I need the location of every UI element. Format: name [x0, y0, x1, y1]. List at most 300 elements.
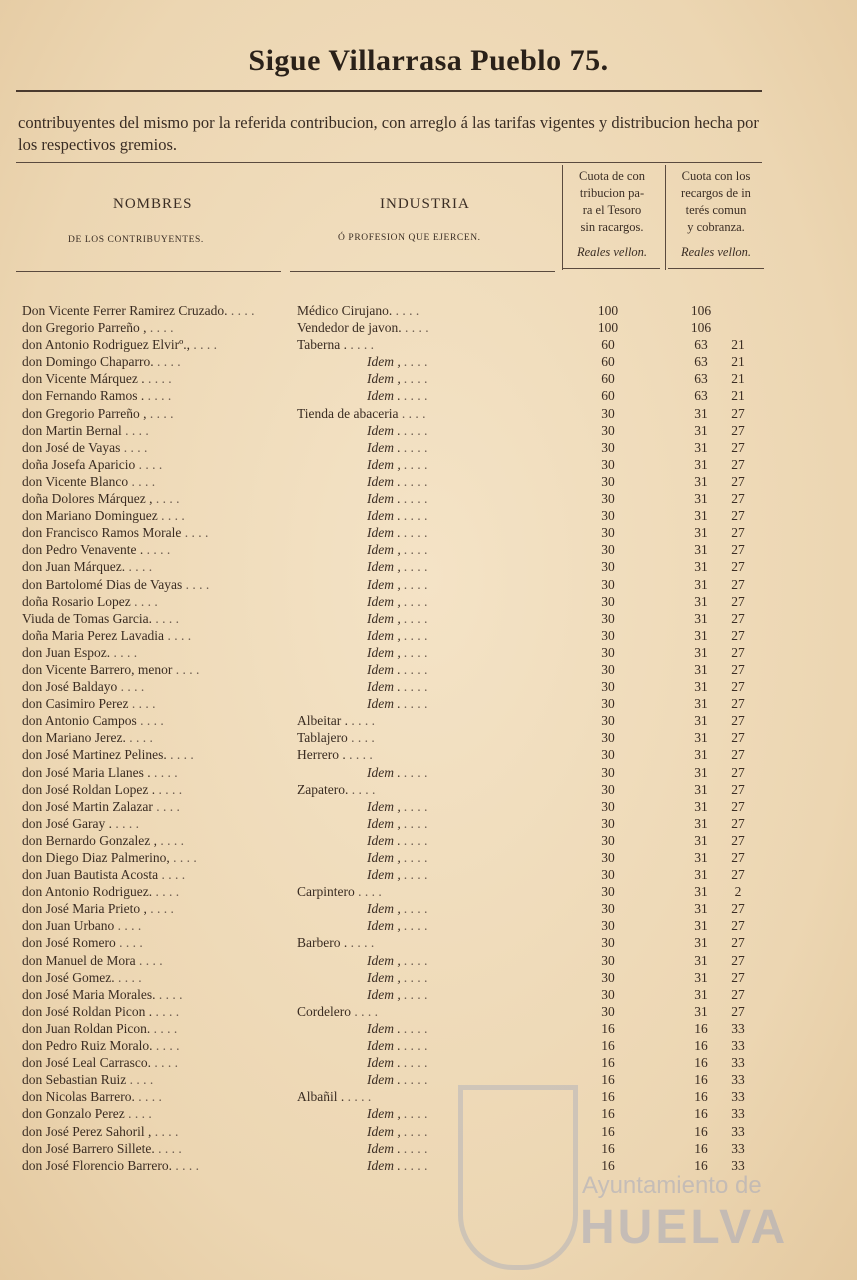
- industry-name: Idem . .: [297, 508, 622, 524]
- industry-name: Idem . .: [297, 525, 622, 541]
- table-row: [0, 1106, 857, 1123]
- industry-name: Idem , .: [297, 867, 622, 883]
- cuota-tesoro-value: 30: [601, 969, 615, 985]
- contributor-name: don Pedro Ruiz Moralo. .: [22, 1038, 280, 1054]
- cuota-recargos-value: 31: [694, 969, 708, 985]
- contributor-name: don Domingo Chaparro. .: [22, 354, 280, 370]
- contributor-name: don Gregorio Parreño , .: [22, 406, 280, 422]
- cuota-recargos-cents: 27: [731, 644, 745, 660]
- cuota-recargos-cents: 27: [731, 832, 745, 848]
- cuota-recargos-cents: 27: [731, 713, 745, 729]
- table-row: [0, 782, 857, 799]
- cuota-recargos-cents: 33: [731, 1072, 745, 1088]
- cuota-tesoro-value: 60: [601, 371, 615, 387]
- cuota-recargos-cents: 33: [731, 1055, 745, 1071]
- cuota-recargos-cents: 27: [731, 901, 745, 917]
- table-row: [0, 953, 857, 970]
- industry-name: Idem . .: [297, 1072, 622, 1088]
- cuota-tesoro-value: 30: [601, 850, 615, 865]
- table-row: [0, 833, 857, 850]
- cuota-tesoro-value: 60: [601, 388, 615, 404]
- cuota-tesoro-value: 16: [601, 1089, 615, 1105]
- table-row: [0, 730, 857, 747]
- header-industria: INDUSTRIA: [380, 196, 470, 212]
- contributor-name: Viuda de Tomas Garcia. .: [22, 611, 280, 627]
- cuota-recargos-cents: 27: [731, 491, 745, 507]
- cuota-tesoro-value: 30: [601, 935, 615, 951]
- column-rule-nombres: [16, 271, 281, 272]
- cuota-recargos-value: 31: [694, 781, 708, 797]
- header-cuota-recargos-unit: Reales vellon.: [680, 245, 752, 259]
- table-row: [0, 747, 857, 764]
- cuota-recargos-value: 31: [694, 850, 708, 865]
- industry-name: Tablajero .: [297, 730, 552, 746]
- cuota-tesoro-value: 30: [601, 986, 615, 1002]
- contributor-name: don Antonio Rodriguez Elvirº., .: [22, 337, 280, 353]
- cuota-recargos-value: 31: [694, 405, 708, 421]
- table-row: [0, 303, 857, 320]
- table-row: [0, 577, 857, 594]
- table-row: [0, 987, 857, 1004]
- cuota-tesoro-value: 16: [601, 1072, 615, 1088]
- table-row: [0, 1089, 857, 1106]
- cuota-recargos-value: 16: [694, 1020, 708, 1036]
- cuota-tesoro-value: 60: [601, 354, 615, 370]
- column-rule-cuota1: [563, 268, 660, 269]
- cuota-tesoro-value: 30: [601, 952, 615, 968]
- cuota-recargos-cents: 27: [731, 781, 745, 797]
- cuota-recargos-cents: 33: [731, 1020, 745, 1036]
- contributor-name: don José Maria Llanes . .: [22, 765, 280, 781]
- cuota-tesoro-value: 30: [601, 491, 615, 507]
- industry-name: Idem , .: [297, 1124, 622, 1140]
- cuota-tesoro-value: 30: [601, 696, 615, 712]
- cuota-recargos-value: 31: [694, 918, 708, 934]
- contributor-name: don Bartolomé Dias de Vayas .: [22, 577, 280, 593]
- contributor-name: don Sebastian Ruiz .: [22, 1072, 280, 1088]
- cuota-recargos-cents: 27: [731, 422, 745, 438]
- table-row: [0, 867, 857, 884]
- table-row: [0, 474, 857, 491]
- cuota-recargos-cents: 27: [731, 986, 745, 1002]
- cuota-tesoro-value: 60: [601, 337, 615, 353]
- contributor-name: don Martin Bernal .: [22, 423, 280, 439]
- contributor-name: Don Vicente Ferrer Ramirez Cruzado. .: [22, 303, 280, 319]
- industry-name: Zapatero. .: [297, 782, 552, 798]
- cuota-tesoro-value: 30: [601, 747, 615, 763]
- header-nombres: NOMBRES: [113, 196, 193, 212]
- industry-name: Idem , .: [297, 577, 622, 593]
- cuota-recargos-cents: 27: [731, 456, 745, 472]
- cuota-recargos-value: 31: [694, 610, 708, 626]
- industry-name: Idem , .: [297, 371, 622, 387]
- page-title: Sigue Villarrasa Pueblo 75.: [248, 44, 609, 77]
- header-cuota-tesoro: Cuota de con tribucion pa- ra el Tesoro sin racargos.: [579, 169, 645, 234]
- cuota-recargos-value: 106: [690, 303, 712, 318]
- industry-name: Taberna . .: [297, 337, 552, 353]
- contributor-name: don José Roldan Picon . .: [22, 1004, 280, 1020]
- contributor-name: don Vicente Barrero, menor .: [22, 662, 280, 678]
- cuota-recargos-cents: 27: [731, 1003, 745, 1019]
- cuota-recargos-value: 16: [694, 1055, 708, 1071]
- cuota-tesoro-value: 30: [601, 781, 615, 797]
- industry-name: Idem , .: [297, 559, 622, 575]
- cuota-recargos-cents: 33: [731, 1089, 745, 1105]
- table-row: [0, 337, 857, 354]
- industry-name: Idem . .: [297, 474, 622, 490]
- cuota-recargos-cents: 27: [731, 439, 745, 455]
- industry-name: Idem , .: [297, 542, 622, 558]
- contributor-name: don Gregorio Parreño , .: [22, 320, 280, 336]
- contributor-name: don Juan Márquez. .: [22, 559, 280, 575]
- watermark-line2: HUELVA: [580, 1201, 789, 1254]
- cuota-recargos-cents: 27: [731, 576, 745, 592]
- cuota-tesoro-value: 16: [601, 1140, 615, 1156]
- cuota-recargos-cents: 27: [731, 473, 745, 489]
- industry-name: Idem , .: [297, 645, 622, 661]
- cuota-tesoro-value: 30: [601, 764, 615, 780]
- cuota-recargos-cents: 27: [731, 815, 745, 831]
- header-top-rule: [16, 162, 762, 163]
- intro-paragraph: contribuyentes del mismo por la referida contribucion, con arreglo á las tarifas vigentes y distribucion hecha por los respectivos gremios.: [18, 113, 759, 154]
- cuota-recargos-cents: 27: [731, 798, 745, 814]
- cuota-tesoro-value: 30: [601, 508, 615, 524]
- cuota-recargos-value: 31: [694, 508, 708, 524]
- table-row: [0, 645, 857, 662]
- cuota-tesoro-value: 16: [601, 1038, 615, 1054]
- contributor-name: don Fernando Ramos . .: [22, 388, 280, 404]
- cuota-recargos-value: 31: [694, 542, 708, 558]
- cuota-tesoro-value: 30: [601, 456, 615, 472]
- contributor-name: don Juan Bautista Acosta .: [22, 867, 280, 883]
- cuota-recargos-value: 31: [694, 867, 708, 883]
- cuota-tesoro-value: 30: [601, 730, 615, 746]
- table-row: [0, 679, 857, 696]
- cuota-recargos-cents: 27: [731, 508, 745, 524]
- contributor-name: doña Josefa Aparicio .: [22, 457, 280, 473]
- table-row: [0, 320, 857, 337]
- industry-name: Idem , .: [297, 628, 622, 644]
- cuota-recargos-cents: 27: [731, 952, 745, 968]
- cuota-tesoro-value: 30: [601, 661, 615, 677]
- cuota-tesoro-value: 30: [601, 542, 615, 558]
- cuota-recargos-value: 31: [694, 525, 708, 541]
- cuota-recargos-value: 31: [694, 559, 708, 575]
- cuota-recargos-cents: 27: [731, 867, 745, 883]
- table-row: [0, 1072, 857, 1089]
- industry-name: Idem . .: [297, 1055, 622, 1071]
- cuota-recargos-cents: 33: [731, 1123, 745, 1139]
- cuota-recargos-value: 63: [694, 371, 708, 387]
- table-row: [0, 1004, 857, 1021]
- contributor-name: don José Romero .: [22, 935, 280, 951]
- industry-name: Barbero . .: [297, 935, 552, 951]
- cuota-tesoro-value: 16: [601, 1106, 615, 1122]
- cuota-recargos-value: 16: [694, 1157, 708, 1173]
- cuota-tesoro-value: 30: [601, 679, 615, 695]
- contributor-name: don Juan Urbano .: [22, 918, 280, 934]
- industry-name: Idem , .: [297, 611, 622, 627]
- cuota-recargos-value: 31: [694, 439, 708, 455]
- contributor-name: don Gonzalo Perez .: [22, 1106, 280, 1122]
- table-row: [0, 662, 857, 679]
- table-row: [0, 1141, 857, 1158]
- cuota-tesoro-value: 16: [601, 1157, 615, 1173]
- cuota-tesoro-value: 30: [601, 815, 615, 831]
- cuota-recargos-value: 16: [694, 1038, 708, 1054]
- cuota-recargos-value: 31: [694, 764, 708, 780]
- cuota-recargos-value: 31: [694, 832, 708, 848]
- cuota-recargos-value: 31: [694, 661, 708, 677]
- cuota-recargos-cents: 27: [731, 593, 745, 609]
- table-row: [0, 559, 857, 576]
- table-row: [0, 611, 857, 628]
- cuota-recargos-value: 63: [694, 337, 708, 353]
- cuota-tesoro-value: 30: [601, 422, 615, 438]
- contributor-name: don José Roldan Lopez . .: [22, 782, 280, 798]
- table-row: [0, 371, 857, 388]
- cuota-recargos-cents: 27: [731, 661, 745, 677]
- cuota-recargos-cents: 21: [731, 388, 745, 404]
- table-row: [0, 884, 857, 901]
- contributor-name: don Mariano Dominguez .: [22, 508, 280, 524]
- contributors-table: [0, 303, 857, 1175]
- industry-name: Albeitar . .: [297, 713, 552, 729]
- cuota-recargos-value: 31: [694, 679, 708, 695]
- contributor-name: don José Martinez Pelines. .: [22, 747, 280, 763]
- industry-name: Vendedor de javon. .: [297, 320, 552, 336]
- industry-name: Idem . .: [297, 1158, 622, 1174]
- cuota-recargos-cents: 27: [731, 764, 745, 780]
- cuota-tesoro-value: 30: [601, 473, 615, 489]
- table-row: [0, 1124, 857, 1141]
- cuota-tesoro-value: 16: [601, 1020, 615, 1036]
- cuota-recargos-cents: 21: [731, 371, 745, 387]
- cuota-recargos-cents: 27: [731, 679, 745, 695]
- contributor-name: don Vicente Márquez . .: [22, 371, 280, 387]
- contributor-name: don José Perez Sahoril , .: [22, 1124, 280, 1140]
- cuota-recargos-value: 31: [694, 593, 708, 609]
- cuota-recargos-cents: 27: [731, 730, 745, 746]
- column-rule-industria: [290, 271, 555, 272]
- cuota-recargos-value: 16: [694, 1123, 708, 1139]
- industry-name: Idem , .: [297, 354, 622, 370]
- contributor-name: don Juan Roldan Picon. .: [22, 1021, 280, 1037]
- table-row: [0, 594, 857, 611]
- cuota-tesoro-value: 30: [601, 867, 615, 883]
- cuota-recargos-cents: 27: [731, 627, 745, 643]
- contributor-name: doña Maria Perez Lavadia .: [22, 628, 280, 644]
- cuota-tesoro-value: 30: [601, 439, 615, 455]
- industry-name: Idem , .: [297, 594, 622, 610]
- contributor-name: don José Garay . .: [22, 816, 280, 832]
- cuota-recargos-value: 31: [694, 730, 708, 746]
- contributor-name: don Diego Diaz Palmerino, .: [22, 850, 280, 866]
- cuota-recargos-value: 16: [694, 1089, 708, 1105]
- table-row: [0, 354, 857, 371]
- table-row: [0, 935, 857, 952]
- industry-name: Idem . .: [297, 679, 622, 695]
- cuota-tesoro-value: 30: [601, 832, 615, 848]
- cuota-recargos-cents: 27: [731, 747, 745, 763]
- column-divider-1: [562, 165, 564, 270]
- cuota-recargos-value: 106: [690, 320, 712, 336]
- contributor-name: don Francisco Ramos Morale .: [22, 525, 280, 541]
- cuota-tesoro-value: 30: [601, 610, 615, 626]
- cuota-recargos-cents: 33: [731, 1157, 745, 1173]
- cuota-recargos-value: 31: [694, 696, 708, 712]
- industry-name: Albañil . .: [297, 1089, 552, 1105]
- cuota-recargos-value: 31: [694, 747, 708, 763]
- industry-name: Idem . .: [297, 1021, 622, 1037]
- cuota-tesoro-value: 30: [601, 593, 615, 609]
- cuota-tesoro-value: 30: [601, 884, 615, 900]
- cuota-tesoro-value: 30: [601, 644, 615, 660]
- industry-name: Idem . .: [297, 1038, 622, 1054]
- contributor-name: don Mariano Jerez. .: [22, 730, 280, 746]
- cuota-tesoro-value: 30: [601, 901, 615, 917]
- industry-name: Idem , .: [297, 953, 622, 969]
- cuota-recargos-value: 31: [694, 713, 708, 729]
- cuota-recargos-cents: 33: [731, 1106, 745, 1122]
- header-industria-sub: Ó PROFESION QUE EJERCEN.: [338, 233, 481, 243]
- cuota-tesoro-value: 30: [601, 525, 615, 541]
- cuota-recargos-value: 31: [694, 491, 708, 507]
- cuota-recargos-cents: 27: [731, 542, 745, 558]
- industry-name: Idem . .: [297, 388, 622, 404]
- industry-name: Cordelero .: [297, 1004, 552, 1020]
- table-row: [0, 1038, 857, 1055]
- cuota-recargos-cents: 21: [731, 337, 745, 353]
- cuota-tesoro-value: 30: [601, 559, 615, 575]
- cuota-recargos-value: 16: [694, 1072, 708, 1088]
- cuota-recargos-cents: 27: [731, 610, 745, 626]
- cuota-recargos-value: 31: [694, 901, 708, 917]
- industry-name: Idem . .: [297, 696, 622, 712]
- cuota-recargos-value: 31: [694, 986, 708, 1002]
- cuota-recargos-value: 16: [694, 1106, 708, 1122]
- cuota-recargos-value: 31: [694, 627, 708, 643]
- contributor-name: don Nicolas Barrero. .: [22, 1089, 280, 1105]
- contributor-name: don José Leal Carrasco. .: [22, 1055, 280, 1071]
- industry-name: Herrero . .: [297, 747, 552, 763]
- table-row: [0, 406, 857, 423]
- contributor-name: don José Maria Morales. .: [22, 987, 280, 1003]
- industry-name: Carpintero .: [297, 884, 552, 900]
- industry-name: Idem , .: [297, 918, 622, 934]
- cuota-recargos-cents: 33: [731, 1140, 745, 1156]
- table-row: [0, 423, 857, 440]
- industry-name: Idem , .: [297, 1106, 622, 1122]
- table-row: [0, 970, 857, 987]
- header-nombres-sub: DE LOS CONTRIBUYENTES.: [68, 235, 204, 245]
- contributor-name: don José Maria Prieto , .: [22, 901, 280, 917]
- contributor-name: don Antonio Rodriguez. .: [22, 884, 280, 900]
- column-rule-cuota2: [668, 268, 764, 269]
- industry-name: Idem , .: [297, 970, 622, 986]
- cuota-tesoro-value: 30: [601, 918, 615, 934]
- industry-name: Idem , .: [297, 850, 622, 866]
- table-row: [0, 542, 857, 559]
- contributor-name: don Bernardo Gonzalez , .: [22, 833, 280, 849]
- cuota-recargos-value: 16: [694, 1140, 708, 1156]
- contributor-name: don Pedro Venavente . .: [22, 542, 280, 558]
- industry-name: Idem . .: [297, 423, 622, 439]
- cuota-recargos-value: 31: [694, 798, 708, 814]
- table-row: [0, 901, 857, 918]
- cuota-recargos-value: 31: [694, 473, 708, 489]
- table-row: [0, 1021, 857, 1038]
- contributor-name: don José Barrero Sillete. .: [22, 1141, 280, 1157]
- cuota-recargos-value: 31: [694, 422, 708, 438]
- contributor-name: don Juan Espoz. .: [22, 645, 280, 661]
- industry-name: Tienda de abaceria .: [297, 406, 552, 422]
- table-row: [0, 713, 857, 730]
- table-row: [0, 799, 857, 816]
- cuota-recargos-cents: 27: [731, 918, 745, 934]
- industry-name: Idem , .: [297, 457, 622, 473]
- cuota-recargos-cents: 2: [734, 884, 742, 900]
- table-row: [0, 508, 857, 525]
- cuota-recargos-value: 31: [694, 884, 708, 900]
- cuota-tesoro-value: 30: [601, 713, 615, 729]
- cuota-recargos-cents: 27: [731, 696, 745, 712]
- header-cuota-tesoro-unit: Reales vellon.: [576, 245, 648, 259]
- cuota-tesoro-value: 30: [601, 576, 615, 592]
- table-row: [0, 765, 857, 782]
- cuota-recargos-value: 31: [694, 815, 708, 831]
- table-row: [0, 918, 857, 935]
- industry-name: Idem . .: [297, 662, 622, 678]
- title-rule: [16, 90, 762, 92]
- contributor-name: don Antonio Campos .: [22, 713, 280, 729]
- industry-name: Idem , .: [297, 816, 622, 832]
- cuota-tesoro-value: 16: [601, 1123, 615, 1139]
- industry-name: Médico Cirujano. .: [297, 303, 552, 319]
- industry-name: Idem . .: [297, 833, 622, 849]
- table-row: [0, 491, 857, 508]
- contributor-name: don José Gomez. .: [22, 970, 280, 986]
- industry-name: Idem . .: [297, 1141, 622, 1157]
- table-row: [0, 388, 857, 405]
- table-row: [0, 1055, 857, 1072]
- cuota-recargos-cents: 27: [731, 969, 745, 985]
- table-row: [0, 850, 857, 867]
- industry-name: Idem . .: [297, 440, 622, 456]
- contributor-name: don Manuel de Mora .: [22, 953, 280, 969]
- table-row: [0, 440, 857, 457]
- table-row: [0, 816, 857, 833]
- industry-name: Idem , .: [297, 987, 622, 1003]
- cuota-recargos-value: 63: [694, 388, 708, 404]
- contributor-name: doña Dolores Márquez , .: [22, 491, 280, 507]
- cuota-recargos-value: 31: [694, 456, 708, 472]
- cuota-recargos-cents: 27: [731, 850, 745, 865]
- table-row: [0, 696, 857, 713]
- cuota-recargos-value: 31: [694, 576, 708, 592]
- contributor-name: don Casimiro Perez .: [22, 696, 280, 712]
- column-divider-2: [665, 165, 667, 270]
- cuota-tesoro-value: 30: [601, 798, 615, 814]
- cuota-tesoro-value: 30: [601, 405, 615, 421]
- contributor-name: don José de Vayas .: [22, 440, 280, 456]
- watermark-crest: [458, 1085, 578, 1270]
- contributor-name: don José Martin Zalazar .: [22, 799, 280, 815]
- contributor-name: doña Rosario Lopez .: [22, 594, 280, 610]
- cuota-recargos-cents: 21: [731, 354, 745, 370]
- industry-name: Idem , .: [297, 799, 622, 815]
- cuota-recargos-cents: 27: [731, 525, 745, 541]
